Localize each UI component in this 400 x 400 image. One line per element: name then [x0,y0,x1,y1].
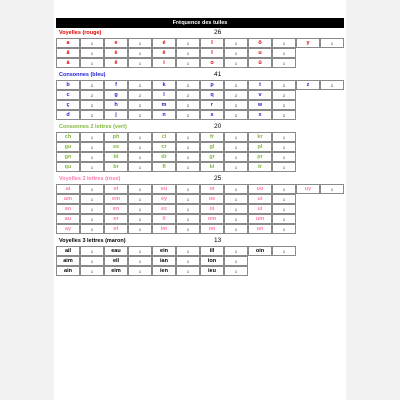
tile-count: 1 [128,48,152,58]
tile-count: 1 [128,184,152,194]
tile-count: 2 [128,80,152,90]
tile-letter: ch [56,132,80,142]
tile-count: 1 [80,184,104,194]
empty-cell [320,152,344,162]
tile-letter: ss [104,142,128,152]
tile-count: 1 [176,204,200,214]
tile-letter: d [56,110,80,120]
tile-count: 1 [224,204,248,214]
tile-letter: e [104,38,128,48]
tile-letter: gu [56,142,80,152]
empty-cell [320,256,344,266]
tile-letter: kl [200,162,224,172]
tile-count: 1 [128,246,152,256]
tile-letter: y [296,38,320,48]
tile-count: 1 [176,194,200,204]
tile-letter: ein [152,246,176,256]
tile-count: 1 [80,214,104,224]
tile-letter: ç [56,100,80,110]
tile-count: 1 [80,38,104,48]
tile-letter: ien [152,266,176,276]
tile-letter: oi [200,204,224,214]
tile-letter: u [248,48,272,58]
tile-count: 2 [176,100,200,110]
tile-count: 1 [80,246,104,256]
tile-count: 1 [80,266,104,276]
tile-count: 1 [176,184,200,194]
sheet-title: Fréquence des tuiles [56,18,344,28]
tile-count: 2 [272,100,296,110]
tile-count: 1 [128,162,152,172]
tile-count: 2 [320,80,344,90]
tile-letter: z [296,80,320,90]
tile-count: 1 [176,162,200,172]
tile-count: 1 [272,58,296,68]
empty-cell [296,142,320,152]
tile-count: 1 [224,58,248,68]
tile-count: 1 [128,152,152,162]
tile-letter: ez [152,204,176,214]
tile-letter: cl [152,132,176,142]
empty-cell [320,204,344,214]
empty-cell [296,162,320,172]
tile-letter: ail [56,246,80,256]
section-count: 26 [214,29,222,36]
tile-letter: oe [200,194,224,204]
section-label: Consonnes (bleu) [59,72,106,78]
tile-count: 2 [80,90,104,100]
tile-count: 1 [80,48,104,58]
tile-letter: ain [56,266,80,276]
tile-letter: ei [104,184,128,194]
tile-count: 1 [176,266,200,276]
tile-letter: h [104,100,128,110]
tile-letter: ieu [200,266,224,276]
tile-letter: g [104,90,128,100]
tile-letter: oi [200,184,224,194]
tile-letter: é [152,38,176,48]
tile-letter: eim [104,266,128,276]
tile-count: 1 [272,184,296,194]
tile-count: 2 [80,100,104,110]
empty-cell [272,256,296,266]
tile-letter: q [200,90,224,100]
empty-cell [296,152,320,162]
empty-cell [320,48,344,58]
tile-letter: pl [248,142,272,152]
tile-letter: ou [248,184,272,194]
section-label: Consonnes 2 lettres (vert) [59,124,127,130]
tile-letter: ï [200,48,224,58]
tile-count: 1 [80,224,104,234]
tile-count: 1 [272,204,296,214]
empty-cell [296,224,320,234]
section-header [56,236,344,246]
section-label: Voyelles (rouge) [59,30,102,36]
section-header [56,122,344,132]
tile-frequency-sheet [56,18,344,278]
tile-row [56,58,344,68]
tile-letter: c [56,90,80,100]
tile-letter: eu [152,184,176,194]
tile-letter: bl [104,152,128,162]
tile-count: 1 [224,246,248,256]
tile-letter: à [56,58,80,68]
tile-letter: an [56,204,80,214]
section-header [56,174,344,184]
tile-row [56,224,344,234]
empty-cell [296,58,320,68]
tile-count: 1 [272,48,296,58]
tile-letter: ë [152,48,176,58]
empty-cell [248,266,272,276]
empty-cell [320,266,344,276]
empty-cell [320,90,344,100]
tile-row [56,132,344,142]
tile-letter: ui [248,204,272,214]
tile-letter: a [56,38,80,48]
tile-count: 1 [272,38,296,48]
tile-count: 1 [176,38,200,48]
tile-count: 1 [272,224,296,234]
tile-letter: f [104,80,128,90]
tile-letter: br [104,162,128,172]
empty-cell [272,266,296,276]
tile-letter: k [152,80,176,90]
tile-count: 2 [272,80,296,90]
empty-cell [296,90,320,100]
tile-count: 1 [272,132,296,142]
empty-cell [296,214,320,224]
tile-letter: ê [104,58,128,68]
tile-letter: gn [56,152,80,162]
tile-count: 2 [80,80,104,90]
empty-cell [296,48,320,58]
empty-cell [320,162,344,172]
tile-count: 2 [176,110,200,120]
tile-letter: et [104,224,128,234]
empty-cell [296,266,320,276]
tile-count: 1 [224,132,248,142]
tile-row [56,162,344,172]
tile-letter: i [152,58,176,68]
tile-count: 1 [80,162,104,172]
tile-letter: n [152,110,176,120]
tile-letter: eil [104,256,128,266]
tile-letter: p [200,80,224,90]
tile-letter: ph [104,132,128,142]
tile-letter: au [56,214,80,224]
tile-count: 2 [224,100,248,110]
tile-count: 1 [176,224,200,234]
tile-count: 1 [272,152,296,162]
tile-letter: fr [200,132,224,142]
tile-row [56,90,344,100]
tile-count: 1 [80,194,104,204]
tile-letter: l [152,90,176,100]
tile-letter: è [104,48,128,58]
tile-letter: j [104,110,128,120]
tile-letter: qu [56,162,80,172]
tile-count: 1 [176,246,200,256]
tile-row [56,110,344,120]
tile-row [56,142,344,152]
tile-letter: v [248,90,272,100]
tile-count: 1 [272,194,296,204]
tile-count: 1 [176,132,200,142]
tile-count: 1 [80,204,104,214]
tile-count: 1 [272,162,296,172]
tile-letter: r [200,100,224,110]
tile-letter: on [200,224,224,234]
tile-count: 1 [224,224,248,234]
tile-row [56,152,344,162]
tile-count: 1 [224,184,248,194]
tile-count: 1 [128,194,152,204]
tile-count: 1 [272,214,296,224]
tile-count: 1 [128,38,152,48]
tile-count: 2 [224,90,248,100]
tile-count: 1 [320,184,344,194]
tile-count: 1 [176,142,200,152]
tile-letter: s [200,110,224,120]
empty-cell [320,100,344,110]
tile-letter: dr [152,152,176,162]
tile-count: 1 [176,58,200,68]
tile-letter: ô [248,38,272,48]
tile-letter: uy [296,184,320,194]
tile-letter: w [248,100,272,110]
empty-cell [320,58,344,68]
section-label: Voyelles 2 lettres (rose) [59,176,121,182]
tile-letter: x [248,110,272,120]
empty-cell [320,110,344,120]
tile-letter: t [248,80,272,90]
tile-count: 1 [80,132,104,142]
tile-row [56,194,344,204]
tile-count: 2 [176,80,200,90]
tile-count: 1 [224,162,248,172]
section-label: Voyelles 3 lettres (maron) [59,238,126,244]
tile-letter: ion [200,256,224,266]
tile-row [56,38,344,48]
tile-count: 1 [224,48,248,58]
empty-cell [296,256,320,266]
tile-row [56,184,344,194]
tile-count: 1 [224,214,248,224]
empty-cell [296,194,320,204]
tile-letter: î [200,38,224,48]
tile-letter: gl [200,142,224,152]
section-spacer [56,276,344,278]
tile-count: 2 [224,110,248,120]
tile-letter: â [56,48,80,58]
tile-letter: b [56,80,80,90]
tile-count: 1 [176,256,200,266]
tile-count: 1 [128,58,152,68]
tile-letter: ay [56,224,80,234]
tile-letter: il [152,214,176,224]
tile-count: 1 [176,152,200,162]
tile-letter: gr [200,152,224,162]
empty-cell [320,214,344,224]
tile-count: 1 [128,256,152,266]
tile-count: 1 [128,132,152,142]
tile-row [56,100,344,110]
section-count: 41 [214,71,222,78]
tile-letter: o [200,58,224,68]
tile-count: 2 [272,110,296,120]
empty-cell [296,100,320,110]
empty-cell [296,204,320,214]
empty-cell [320,132,344,142]
tile-letter: im [152,224,176,234]
tile-count: 1 [128,204,152,214]
tile-count: 2 [176,90,200,100]
tile-count: 1 [128,142,152,152]
tile-letter: fl [152,162,176,172]
tile-count: 2 [272,90,296,100]
empty-cell [296,132,320,142]
tile-letter: ai [56,184,80,194]
tile-letter: m [152,100,176,110]
tile-count: 1 [224,38,248,48]
tile-letter: am [56,194,80,204]
empty-cell [320,142,344,152]
tile-count: 1 [176,48,200,58]
tile-count: 2 [128,100,152,110]
tile-count: 1 [80,142,104,152]
tile-count: 1 [224,194,248,204]
tile-row [56,204,344,214]
tile-count: 1 [128,266,152,276]
tile-letter: cr [152,142,176,152]
tile-letter: tr [248,162,272,172]
tile-count: 2 [224,80,248,90]
section-count: 13 [214,237,222,244]
section-header [56,70,344,80]
tile-count: 2 [80,110,104,120]
tile-letter: û [248,58,272,68]
document-page [54,0,346,400]
tile-count: 1 [272,142,296,152]
tile-letter: pr [248,152,272,162]
section-header [56,28,344,38]
tile-letter: en [104,204,128,214]
tile-letter: eau [104,246,128,256]
tile-letter: ui [248,194,272,204]
tile-count: 1 [224,266,248,276]
tile-count: 2 [128,110,152,120]
empty-cell [320,194,344,204]
tile-count: 1 [320,38,344,48]
section-count: 20 [214,123,222,130]
tile-row [56,256,344,266]
tile-count: 1 [80,58,104,68]
tile-row [56,214,344,224]
empty-cell [248,256,272,266]
section-count: 25 [214,175,222,182]
tile-letter: ian [152,256,176,266]
empty-cell [296,246,320,256]
tile-letter: kr [248,132,272,142]
tile-count: 1 [80,256,104,266]
tile-count: 1 [224,142,248,152]
tile-count: 1 [80,152,104,162]
tile-letter: ill [200,246,224,256]
empty-cell [320,246,344,256]
tile-letter: un [248,224,272,234]
tile-count: 1 [176,214,200,224]
tile-letter: ey [152,194,176,204]
tile-row [56,80,344,90]
tile-letter: aim [56,256,80,266]
tile-count: 1 [128,214,152,224]
tile-count: 1 [272,246,296,256]
tile-letter: er [104,214,128,224]
tile-letter: em [104,194,128,204]
tile-count: 1 [128,224,152,234]
tile-count: 1 [224,152,248,162]
tile-count: 2 [128,90,152,100]
tile-row [56,48,344,58]
tile-row [56,266,344,276]
empty-cell [320,224,344,234]
empty-cell [296,110,320,120]
tile-row [56,246,344,256]
tile-letter: um [248,214,272,224]
tile-letter: om [200,214,224,224]
tile-count: 1 [224,256,248,266]
tile-letter: oin [248,246,272,256]
